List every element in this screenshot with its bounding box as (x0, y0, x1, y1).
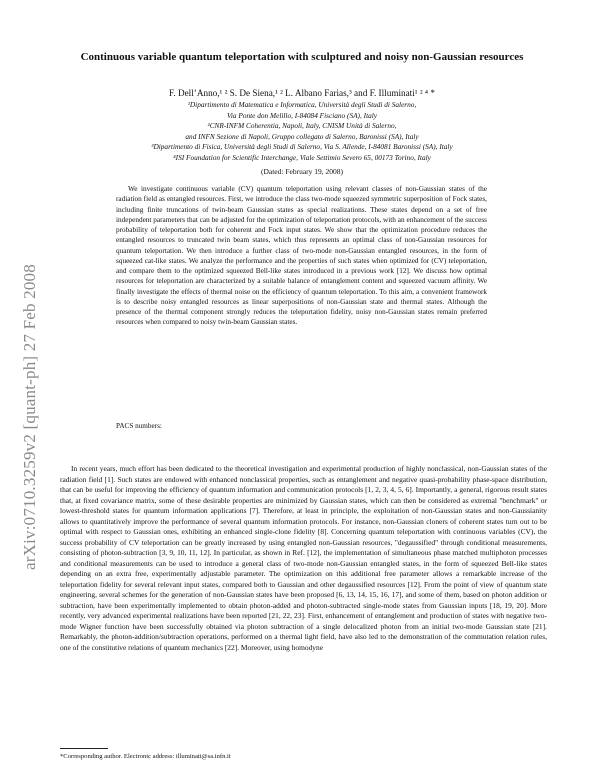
affiliation-line: ¹Dipartimento di Matematica e Informatica, Università degli Studi di Salerno, (187, 100, 417, 109)
affiliation-line: ⁴ISI Foundation for Scientific Interchange, Viale Settimio Severo 65, 00173 Torino, Italy (173, 152, 431, 162)
affiliation-line: ²CNR-INFM Coherentia, Napoli, Italy, CNISM Unità di Salerno, (207, 121, 397, 131)
pacs-numbers: PACS numbers: (116, 422, 162, 430)
footnote-divider (60, 748, 108, 749)
author-list: F. Dell’Anno,¹ ² S. De Siena,¹ ² L. Albano Farias,³ and F. Illuminati¹ ² ⁴ * (169, 88, 435, 98)
arxiv-identifier: arXiv:0710.3259v2 [quant-ph] 27 Feb 2008 (20, 264, 39, 570)
paper-title: Continuous variable quantum teleportation with sculptured and noisy non-Gaussian resources (80, 51, 524, 63)
affiliation-line: and INFN Sezione di Napoli, Gruppo collegato di Salerno, Baronissi (SA), Italy (185, 131, 419, 141)
affiliation-line: ³Dipartimento di Fisica, Università degli Studi di Salerno, Via S. Allende, I-84081 Baronissi (SA), Italy (151, 142, 453, 152)
date-line: (Dated: February 19, 2008) (260, 167, 344, 176)
affiliations (60, 100, 544, 164)
arxiv-sidebar (8, 190, 39, 570)
introduction-paragraph: In recent years, much effort has been dedicated to the theoretical investigation and experimental production of highly nonclassical, non-Gaussian states of the radiation field [1]. Such states are endowed with enhanced nonclassical properties, such as entanglement and negative quasi-probability phase-space distribution, that can be useful for improving the efficiency of quantum information and communication protocols [1, 2, 3, 4, 5, 6]. Importantly, a general, rigorous result states that, at fixed covariance matrix, some of these desirable properties are minimized by Gaussian states, which can then be considered as extremal "benchmark" or lowest-threshold states for quantum information applications [7]. Therefore, at least in principle, the exploitation of non-Gaussian states and non-Gaussianity allows to quantitatively improve the performance of several quantum information protocols. For instance, non-Gaussian cloners of coherent states turn out to be optimal with respect to Gaussian ones, exhibiting an enhanced single-clone fidelity [8]. Concerning quantum teleportation with continuous variables (CV), the success probability of CV teleportation can be greatly increased by using entangled non-Gaussian resources, "degaussified" through conditional measurements, consisting of photon-subtraction [3, 9, 10, 11, 12]. In particular, as shown in Ref. [12], the implementation of simultaneous phase matched multiphoton processes and conditional measurements can be used to introduce a general class of two-mode non-Gaussian entangled states, in the form of squeezed Bell-like states depending on an extra free, experimentally adjustable parameter. The optimization on this additional free parameter allows a remarkable increase of the teleportation fidelity for several relevant input states, compared both to Gaussian and other degaussified resources [12]. From the point of view of quantum state engineering, several schemes for the generation of non-Gaussian states have been proposed [6, 13, 14, 15, 16, 17], and some of them, based on photon addition or subtraction, have been experimentally implemented to obtain photon-added and photon-subtracted single-mode states from Gaussian inputs [18, 19, 20]. More recently, very advanced experimental realizations have been reported [21, 22, 23]. First, enhancement of entanglement and production of states with negative two-mode Wigner function have been successfully obtained via photon subtraction of a single delocalized photon from an initial two-mode Gaussian state [21]. Remarkably, the photon-addition/subtraction operations, performed on a thermal light field, have also led to the demonstration of the commutation relation rules, one of the constitutive relations of quantum mechanics [22]. Moreover, using homodyne (60, 464, 547, 652)
footnote: *Corresponding author. Electronic address: illuminati@sa.infn.it (60, 753, 231, 760)
affiliation-line: Via Ponte don Melillo, I-84084 Fisciano (SA), Italy (226, 110, 378, 120)
abstract: We investigate continuous variable (CV) quantum teleportation using relevant classes of non-Gaussian states of the radiation field as entangled resources. First, we introduce the class two-mode squeezed symmetric superposition of Fock states, including finite truncations of twin-beam Gaussian states as special realizations. These states depend on a set of free independent parameters that can be adjusted for the optimization of teleportation protocols, with an enhancement of the success probability of teleportation both for coherent and Fock input states. We show that the optimization procedure reduces the entangled resources to truncated twin beam states, which thus represents an optimal class of non-Gaussian resources for quantum teleportation. We then introduce a further class of two-mode non-Gaussian entangled resources, in the form of squeezed cat-like states. We analyze the performance and the properties of such states when optimized for (CV) teleportation, and compare them to the optimized squeezed Bell-like states introduced in a previous work [12]. We discuss how optimal resources for teleportation are characterized by a suitable balance of entanglement content and squeezed vacuum affinity. We finally investigate the effects of thermal noise on the efficiency of quantum teleportation. To this aim, a convenient framework is to describe noisy entangled resources as linear superpositions of non-Gaussian state and thermal states. Although the presence of the thermal component strongly reduces the teleportation fidelity, noisy non-Gaussian states remain preferred resources when compared to noisy twin-beam Gaussian states. (116, 185, 487, 327)
